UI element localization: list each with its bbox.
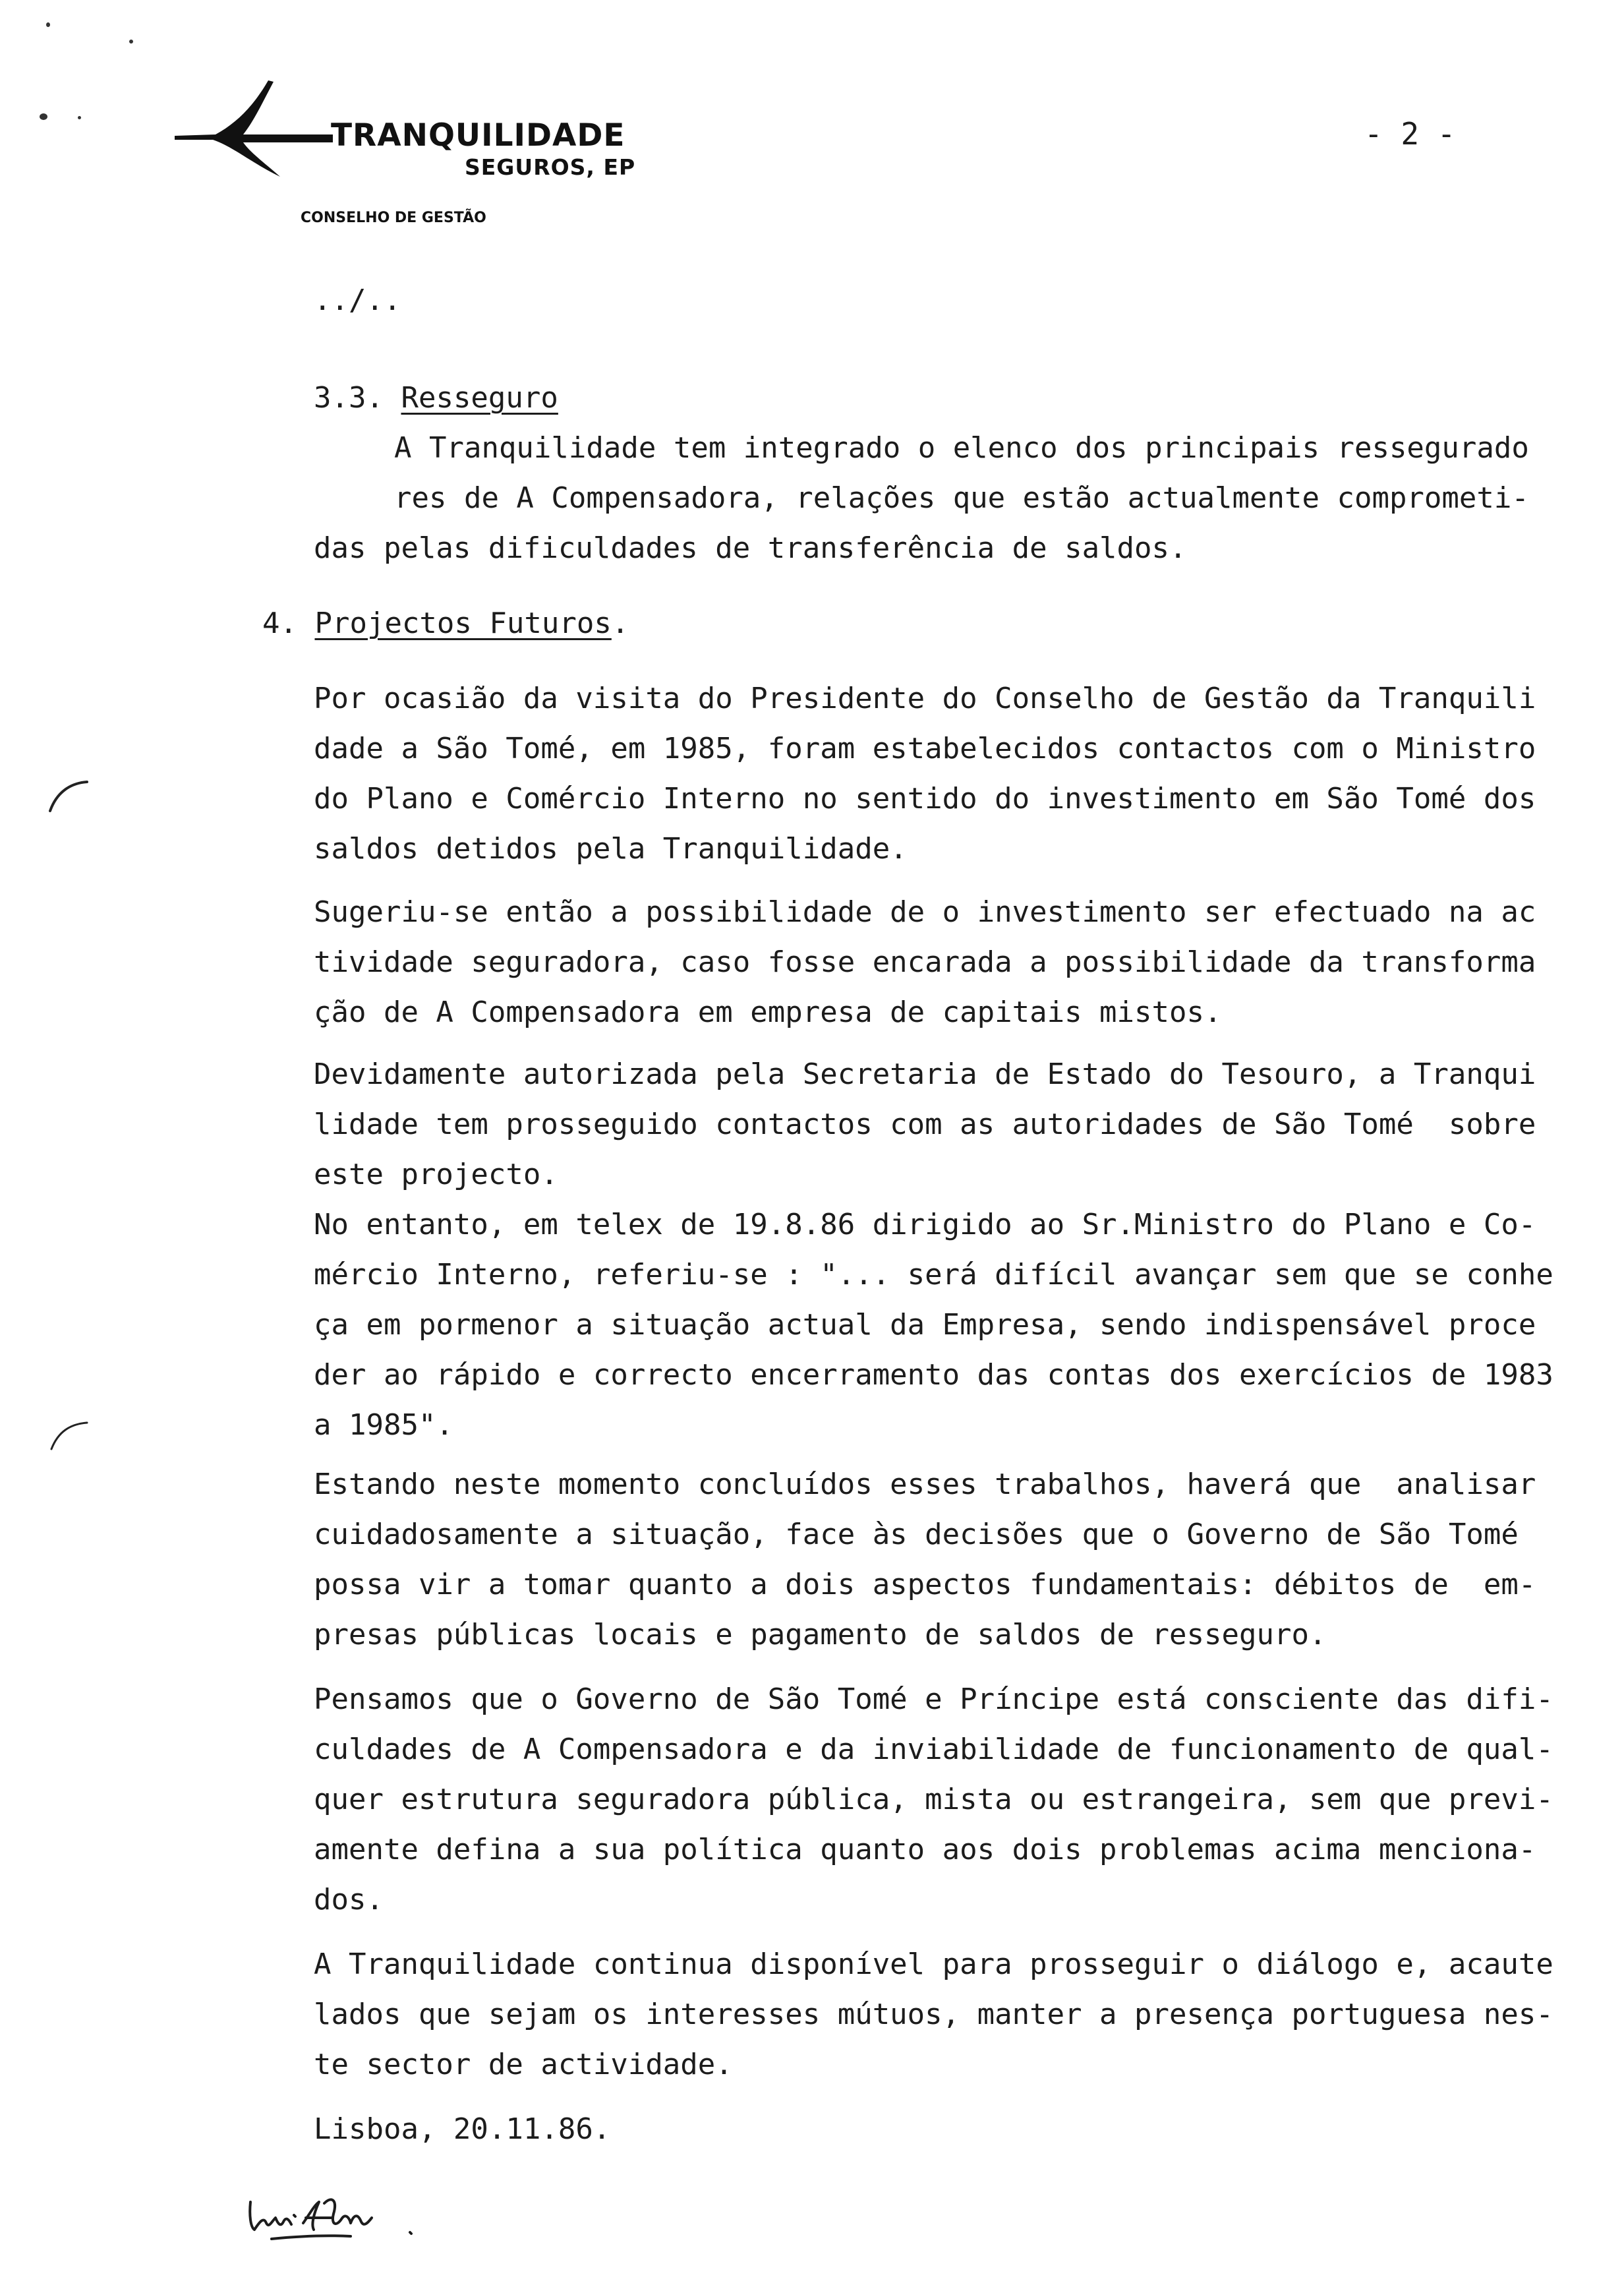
- paragraph-line: este projecto.: [314, 1158, 558, 1191]
- tranquilidade-logo-icon: [175, 79, 333, 185]
- margin-pencil-mark: [46, 1417, 92, 1457]
- paragraph-line: dade a São Tomé, em 1985, foram estabelecidos contactos com o Ministro: [314, 732, 1536, 765]
- section-3-3-heading: [314, 373, 558, 423]
- paragraph-line: possa vir a tomar quanto a dois aspectos fundamentais: débitos de em-: [314, 1568, 1536, 1601]
- section-3-3-number: 3.3.: [314, 381, 384, 415]
- paragraph-line: saldos detidos pela Tranquilidade.: [314, 832, 908, 866]
- paragraph-line: do Plano e Comércio Interno no sentido do investimento em São Tomé dos: [314, 782, 1536, 816]
- paragraph-line: dos.: [314, 1883, 384, 1917]
- section-4-number: 4.: [262, 607, 297, 640]
- paragraph-line: quer estrutura seguradora pública, mista ou estrangeira, sem que previ-: [314, 1783, 1553, 1816]
- paragraph-line: Por ocasião da visita do Presidente do Conselho de Gestão da Tranquili: [314, 682, 1536, 715]
- brand-name: TRANQUILIDADE: [331, 117, 625, 154]
- paragraph-line: mércio Interno, referiu-se : "... será difícil avançar sem que se conhe: [314, 1258, 1553, 1292]
- paragraph-line: ção de A Compensadora em empresa de capitais mistos.: [314, 996, 1222, 1029]
- section-4-title: Projectos Futuros: [314, 607, 612, 640]
- paragraph-line: a 1985".: [314, 1408, 453, 1442]
- section-3-3-line: res de A Compensadora, relações que estão actualmente comprometi-: [394, 481, 1529, 515]
- paragraph-line: Estando neste momento concluídos esses trabalhos, haverá que analisar: [314, 1468, 1536, 1501]
- page-number: - 2 -: [1364, 116, 1456, 152]
- section-3-3-title: Resseguro: [401, 381, 558, 415]
- paragraph-line: presas públicas locais e pagamento de saldos de resseguro.: [314, 1618, 1327, 1651]
- paragraph-line: Pensamos que o Governo de São Tomé e Príncipe está consciente das difi-: [314, 1682, 1553, 1716]
- paragraph-line: A Tranquilidade continua disponível para prosseguir o diálogo e, acaute: [314, 1947, 1553, 1981]
- margin-pencil-mark: [46, 778, 92, 818]
- paragraph-line: tividade seguradora, caso fosse encarada a possibilidade da transforma: [314, 945, 1536, 979]
- paragraph-line: lidade tem prosseguido contactos com as autoridades de São Tomé sobre: [314, 1108, 1536, 1141]
- paragraph-line: No entanto, em telex de 19.8.86 dirigido ao Sr.Ministro do Plano e Co-: [314, 1208, 1536, 1241]
- paragraph-line: der ao rápido e correcto encerramento das contas dos exercícios de 1983: [314, 1358, 1553, 1392]
- paragraph-line: cuidadosamente a situação, face às decisões que o Governo de São Tomé: [314, 1518, 1519, 1551]
- place-and-date: Lisboa, 20.11.86.: [314, 2112, 611, 2146]
- continuation-marker: ../..: [314, 283, 401, 317]
- paragraph-line: culdades de A Compensadora e da inviabilidade de funcionamento de qual-: [314, 1733, 1553, 1766]
- paragraph-line: Devidamente autorizada pela Secretaria de Estado do Tesouro, a Tranqui: [314, 1057, 1536, 1091]
- council-label: CONSELHO DE GESTÃO: [301, 210, 486, 226]
- scan-speck: [78, 116, 81, 119]
- paragraph-line: ça em pormenor a situação actual da Empresa, sendo indispensável proce: [314, 1308, 1536, 1342]
- section-4-heading: [262, 599, 629, 649]
- handwritten-signature: [245, 2176, 456, 2248]
- paragraph-line: Sugeriu-se então a possibilidade de o investimento ser efectuado na ac: [314, 895, 1536, 929]
- section-3-3-line: das pelas dificuldades de transferência de saldos.: [314, 531, 1187, 565]
- brand-subtitle: SEGUROS, EP: [465, 154, 636, 180]
- scan-speck: [46, 22, 50, 27]
- paragraph-line: te sector de actividade.: [314, 2048, 733, 2081]
- scan-speck: [129, 40, 133, 44]
- paragraph-line: lados que sejam os interesses mútuos, manter a presença portuguesa nes-: [314, 1998, 1553, 2031]
- scan-speck: [40, 113, 47, 120]
- section-4-title-suffix: .: [611, 607, 629, 640]
- section-3-3-line: A Tranquilidade tem integrado o elenco dos principais ressegurado: [394, 431, 1529, 465]
- paragraph-line: amente defina a sua política quanto aos dois problemas acima menciona-: [314, 1833, 1536, 1866]
